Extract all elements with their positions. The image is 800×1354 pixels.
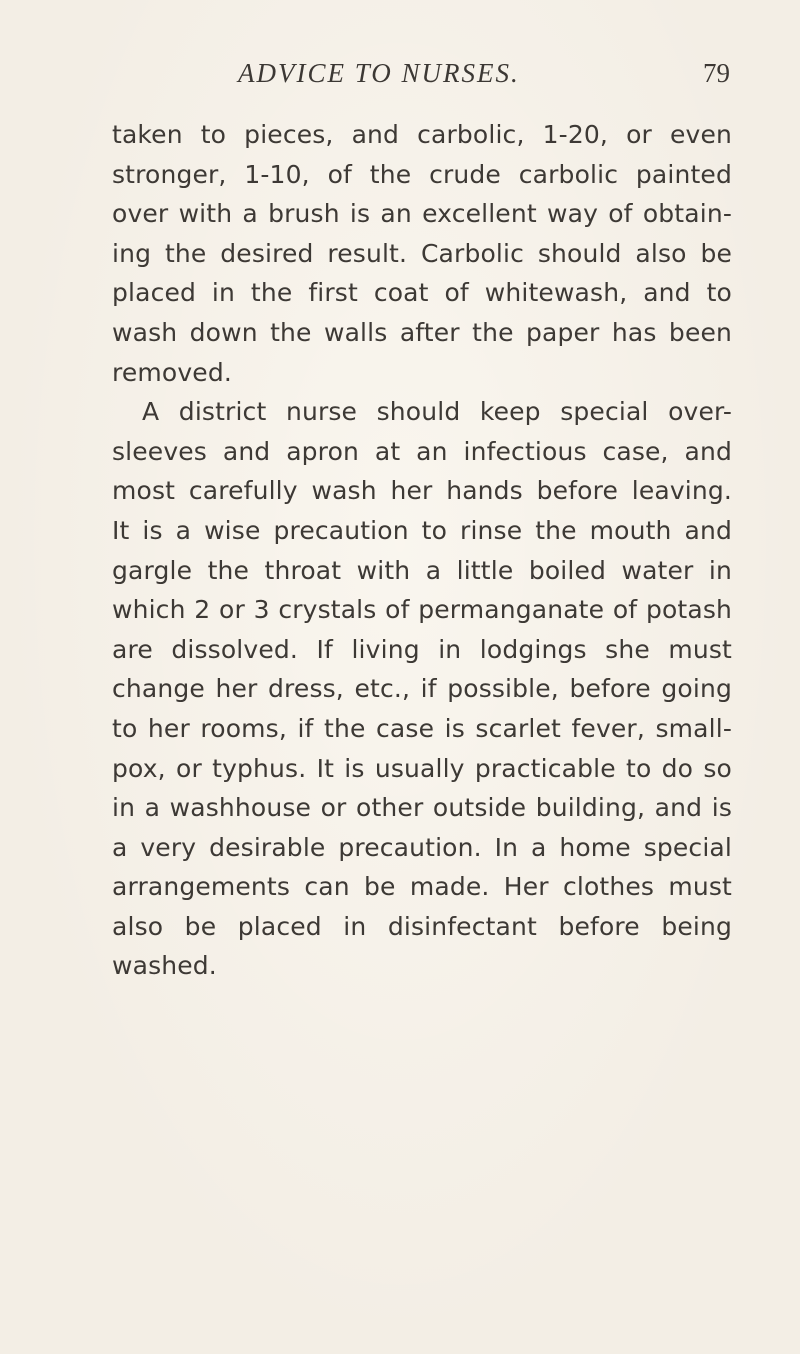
text-line: It is a wise precaution to rinse the mouth and (112, 515, 732, 545)
text-line: stronger, 1-10, of the crude carbolic painted (112, 159, 732, 189)
text-line: taken to pieces, and carbolic, 1-20, or even (112, 120, 732, 149)
text-line: arrangements can be made. Her clothes must (112, 872, 732, 902)
paragraph-1 (112, 115, 732, 392)
text-line: A district nurse should keep special over- (142, 397, 732, 427)
text-line: gargle the throat with a little boiled water in (112, 555, 732, 585)
page-header (110, 58, 730, 98)
text-line: change her dress, etc., if possible, before going (112, 674, 732, 704)
text-line: removed. (112, 357, 232, 387)
text-line: ing the desired result. Carbolic should also be (112, 238, 732, 268)
text-line: most carefully wash her hands before leaving. (112, 476, 732, 506)
text-line: to her rooms, if the case is scarlet fever, small- (112, 713, 732, 743)
text-line: also be placed in disinfectant before being (112, 911, 732, 941)
text-line: in a washhouse or other outside building, and is (112, 793, 732, 823)
text-line: over with a brush is an excellent way of obtain- (112, 199, 732, 229)
text-line: placed in the first coat of whitewash, and to (112, 278, 732, 308)
body-text (112, 115, 732, 986)
page-number: 79 (703, 58, 730, 88)
text-line: which 2 or 3 crystals of permanganate of potash (112, 595, 732, 625)
text-line: are dissolved. If living in lodgings she must (112, 634, 732, 664)
text-line: pox, or typhus. It is usually practicable to do so (112, 753, 732, 783)
text-line: wash down the walls after the paper has been (112, 317, 732, 347)
text-line: washed. (112, 951, 217, 981)
text-line: sleeves and apron at an infectious case, and (112, 436, 732, 466)
running-head: ADVICE TO NURSES. (238, 58, 520, 88)
paragraph-2 (112, 392, 732, 986)
text-line: a very desirable precaution. In a home special (112, 832, 732, 862)
